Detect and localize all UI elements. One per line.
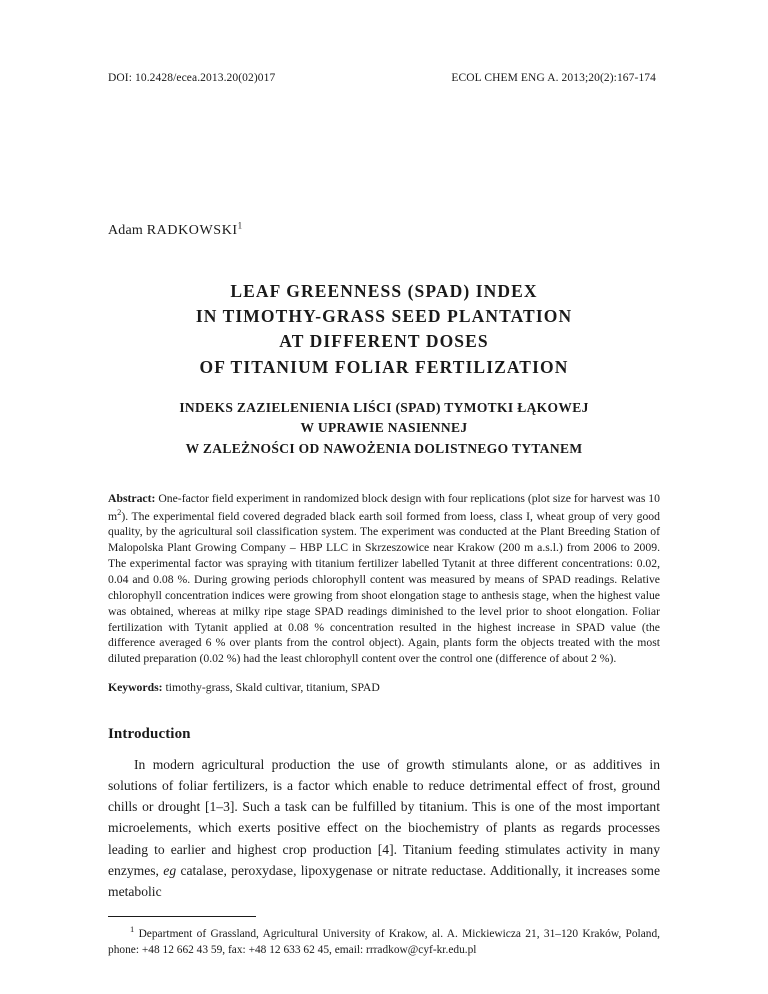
keywords-label: Keywords:	[108, 681, 163, 695]
abstract-block	[108, 491, 660, 667]
title-polish-line-1: INDEKS ZAZIELENIENIA LIŚCI (SPAD) TYMOTKI ŁĄKOWEJ	[179, 400, 589, 416]
title-polish-line-2: W UPRAWIE NASIENNEJ	[300, 420, 468, 436]
abstract-label: Abstract:	[108, 491, 156, 505]
keywords-value: timothy-grass, Skald cultivar, titanium, SPAD	[162, 681, 380, 695]
journal-reference: ECOL CHEM ENG A. 2013;20(2):167-174	[451, 72, 656, 84]
author-footnote-marker: 1	[237, 220, 243, 230]
keywords-block	[108, 680, 660, 696]
footnote-separator	[108, 916, 256, 917]
title-english-line-3: AT DIFFERENT DOSES	[279, 331, 489, 352]
title-english-line-1: LEAF GREENNESS (SPAD) INDEX	[230, 280, 538, 301]
footnote-marker: 1	[130, 924, 135, 935]
introduction-italic-term: eg	[163, 862, 177, 878]
doi-text: DOI: 10.2428/ecea.2013.20(02)017	[108, 72, 276, 84]
title-english-line-2: IN TIMOTHY-GRASS SEED PLANTATION	[195, 306, 573, 327]
abstract-text-part-1: One-factor field experiment in randomized block design with four replications (plot size for harvest was 10 m	[108, 491, 660, 523]
title-polish-line-3: W ZALEŻNOŚCI OD NAWOŻENIA DOLISTNEGO TYTANEM	[185, 440, 583, 456]
page-title-polish	[108, 398, 660, 459]
page-title-english	[108, 279, 660, 381]
abstract-superscript: 2	[117, 506, 122, 517]
introduction-paragraph	[108, 754, 660, 902]
running-header	[108, 72, 660, 84]
author-last-name: RADKOWSKI	[146, 222, 238, 238]
introduction-text-part-1: In modern agricultural production the use of growth stimulants alone, or as additives in solutions of foliar fertilizers, is a factor which enable to reduce detrimental effect of frost, ground chills or drought [1–3]. Such a task can be fulfilled by titanium. This is one of the most important microelements, which exerts positive effect on the biochemistry of plants as regards processes leading to earlier and highest crop production [4]. Titanium feeding stimulates activity in many enzymes,	[108, 756, 660, 878]
abstract-text-part-2: ). The experimental field covered degraded black earth soil formed from loess, class I, wheat group of very good quality, by the agricultural soil classification system. The experiment was conducted at the Plant Breeding Station of Malopolska Plant Growing Company – HBP LLC in Skrzeszowice near Krakow (200 m a.s.l.) from 2006 to 2009. The experimental factor was spraying with titanium fertilizer labelled Tytanit at three different concentrations: 0.02, 0.04 and 0.08 %. During growing periods chlorophyll content was measured by means of SPAD readings. Relative chlorophyll concentration indices were growing from shoot elongation stage to anthesis stage, when the highest value was obtained, whereas at milky ripe stage SPAD readings diminished to the level prior to shoot elongation. Foliar fertilization with Tytanit applied at 0.08 % concentration resulted in the highest increase in SPAD value (the difference averaged 6 % over plants from the control object). Again, plants form the objects treated with the most diluted preparation (0.02 %) had the least chlorophyll content over the control one (difference of about 2 %).	[108, 509, 660, 666]
introduction-text-part-2: catalase, peroxydase, lipoxygenase or nitrate reductase. Additionally, it increases some metabolic	[108, 862, 661, 900]
footnote-block	[108, 924, 660, 959]
author-byline	[108, 220, 660, 239]
section-heading-introduction: Introduction	[108, 725, 191, 742]
author-first-name: Adam	[108, 222, 144, 238]
footnote-text: Department of Grassland, Agricultural University of Krakow, al. A. Mickiewicza 21, 31–120 Kraków, Poland, phone: +48 12 662 43 59, fax: +48 12 633 62 45, email: rrradkow@cyf-kr.edu.pl	[108, 928, 660, 957]
title-english-line-4: OF TITANIUM FOLIAR FERTILIZATION	[199, 356, 569, 377]
